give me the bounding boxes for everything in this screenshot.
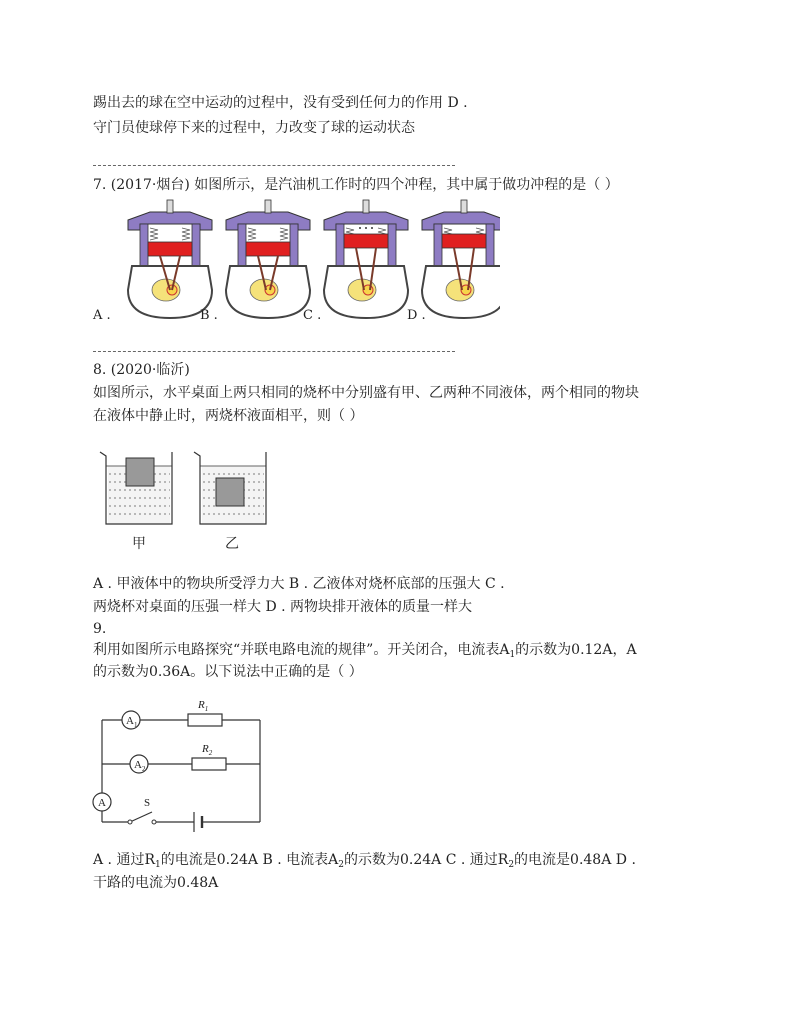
beaker-label-yi: 乙 [225, 536, 239, 552]
separator [93, 351, 455, 352]
q7-option-b: B . [200, 308, 218, 323]
r1-label: $R_1$ [198, 699, 209, 713]
q8-stem-line-1: 如图所示，水平桌面上两只相同的烧杯中分别盛有甲、乙两种不同液体，两个相同的物块 [93, 385, 639, 401]
engine-strokes-figure [90, 198, 500, 326]
q9-options-line-2: 干路的电流为0.48A [93, 875, 219, 891]
q6-line-2: 守门员使球停下来的过程中，力改变了球的运动状态 [93, 120, 415, 136]
engine-b [226, 200, 310, 318]
resistor-r2 [192, 758, 226, 770]
q7-stem: 7. (2017·烟台) 如图所示，是汽油机工作时的四个冲程，其中属于做功冲程的是（ ） [93, 177, 619, 193]
q8-options-line-1: A . 甲液体中的物块所受浮力大 B . 乙液体对烧杯底部的压强大 C . [93, 576, 505, 592]
ammeter-a1-label: $A_1$ [126, 715, 138, 729]
q7-option-c: C . [303, 308, 322, 323]
q8-options-line-2: 两烧杯对桌面的压强一样大 D . 两物块排开液体的质量一样大 [93, 599, 473, 615]
q7-option-d: D . [407, 308, 426, 323]
r2-label: $R_2$ [202, 743, 213, 757]
q9-stem-line-2: 的示数为0.36A。以下说法中正确的是（ ） [93, 664, 363, 680]
q8-number: 8. (2020·临沂) [93, 362, 190, 378]
q9-number: 9. [93, 621, 107, 637]
separator [93, 165, 455, 166]
beaker-jia [100, 452, 172, 524]
beaker-label-jia: 甲 [132, 536, 146, 552]
engine-d [422, 200, 500, 318]
q8-stem-line-2: 在液体中静止时，两烧杯液面相平，则（ ） [93, 408, 364, 424]
resistor-r1 [188, 714, 222, 726]
q6-line-1: 踢出去的球在空中运动的过程中，没有受到任何力的作用 D . [93, 95, 468, 111]
ammeter-a2-label: $A_2$ [134, 759, 146, 773]
engine-a [128, 200, 212, 318]
circuit-diagram [90, 694, 270, 834]
switch-label: S [144, 797, 151, 809]
ammeter-a-label: A [98, 797, 106, 809]
q9-options-line-1: A . 通过$R_1$的电流是0.24A B . 电流表$A_2$的示数为0.24A C . 通过$R_2$的电流是0.48A D . [93, 852, 636, 870]
q7-option-a: A . [93, 308, 111, 323]
q9-stem-line-1: 利用如图所示电路探究“并联电路电流的规律”。开关闭合，电流表$A_1$的示数为0.12A，A [93, 642, 637, 660]
beaker-yi [194, 452, 266, 524]
beakers-figure [96, 444, 276, 534]
engine-c [324, 200, 408, 318]
